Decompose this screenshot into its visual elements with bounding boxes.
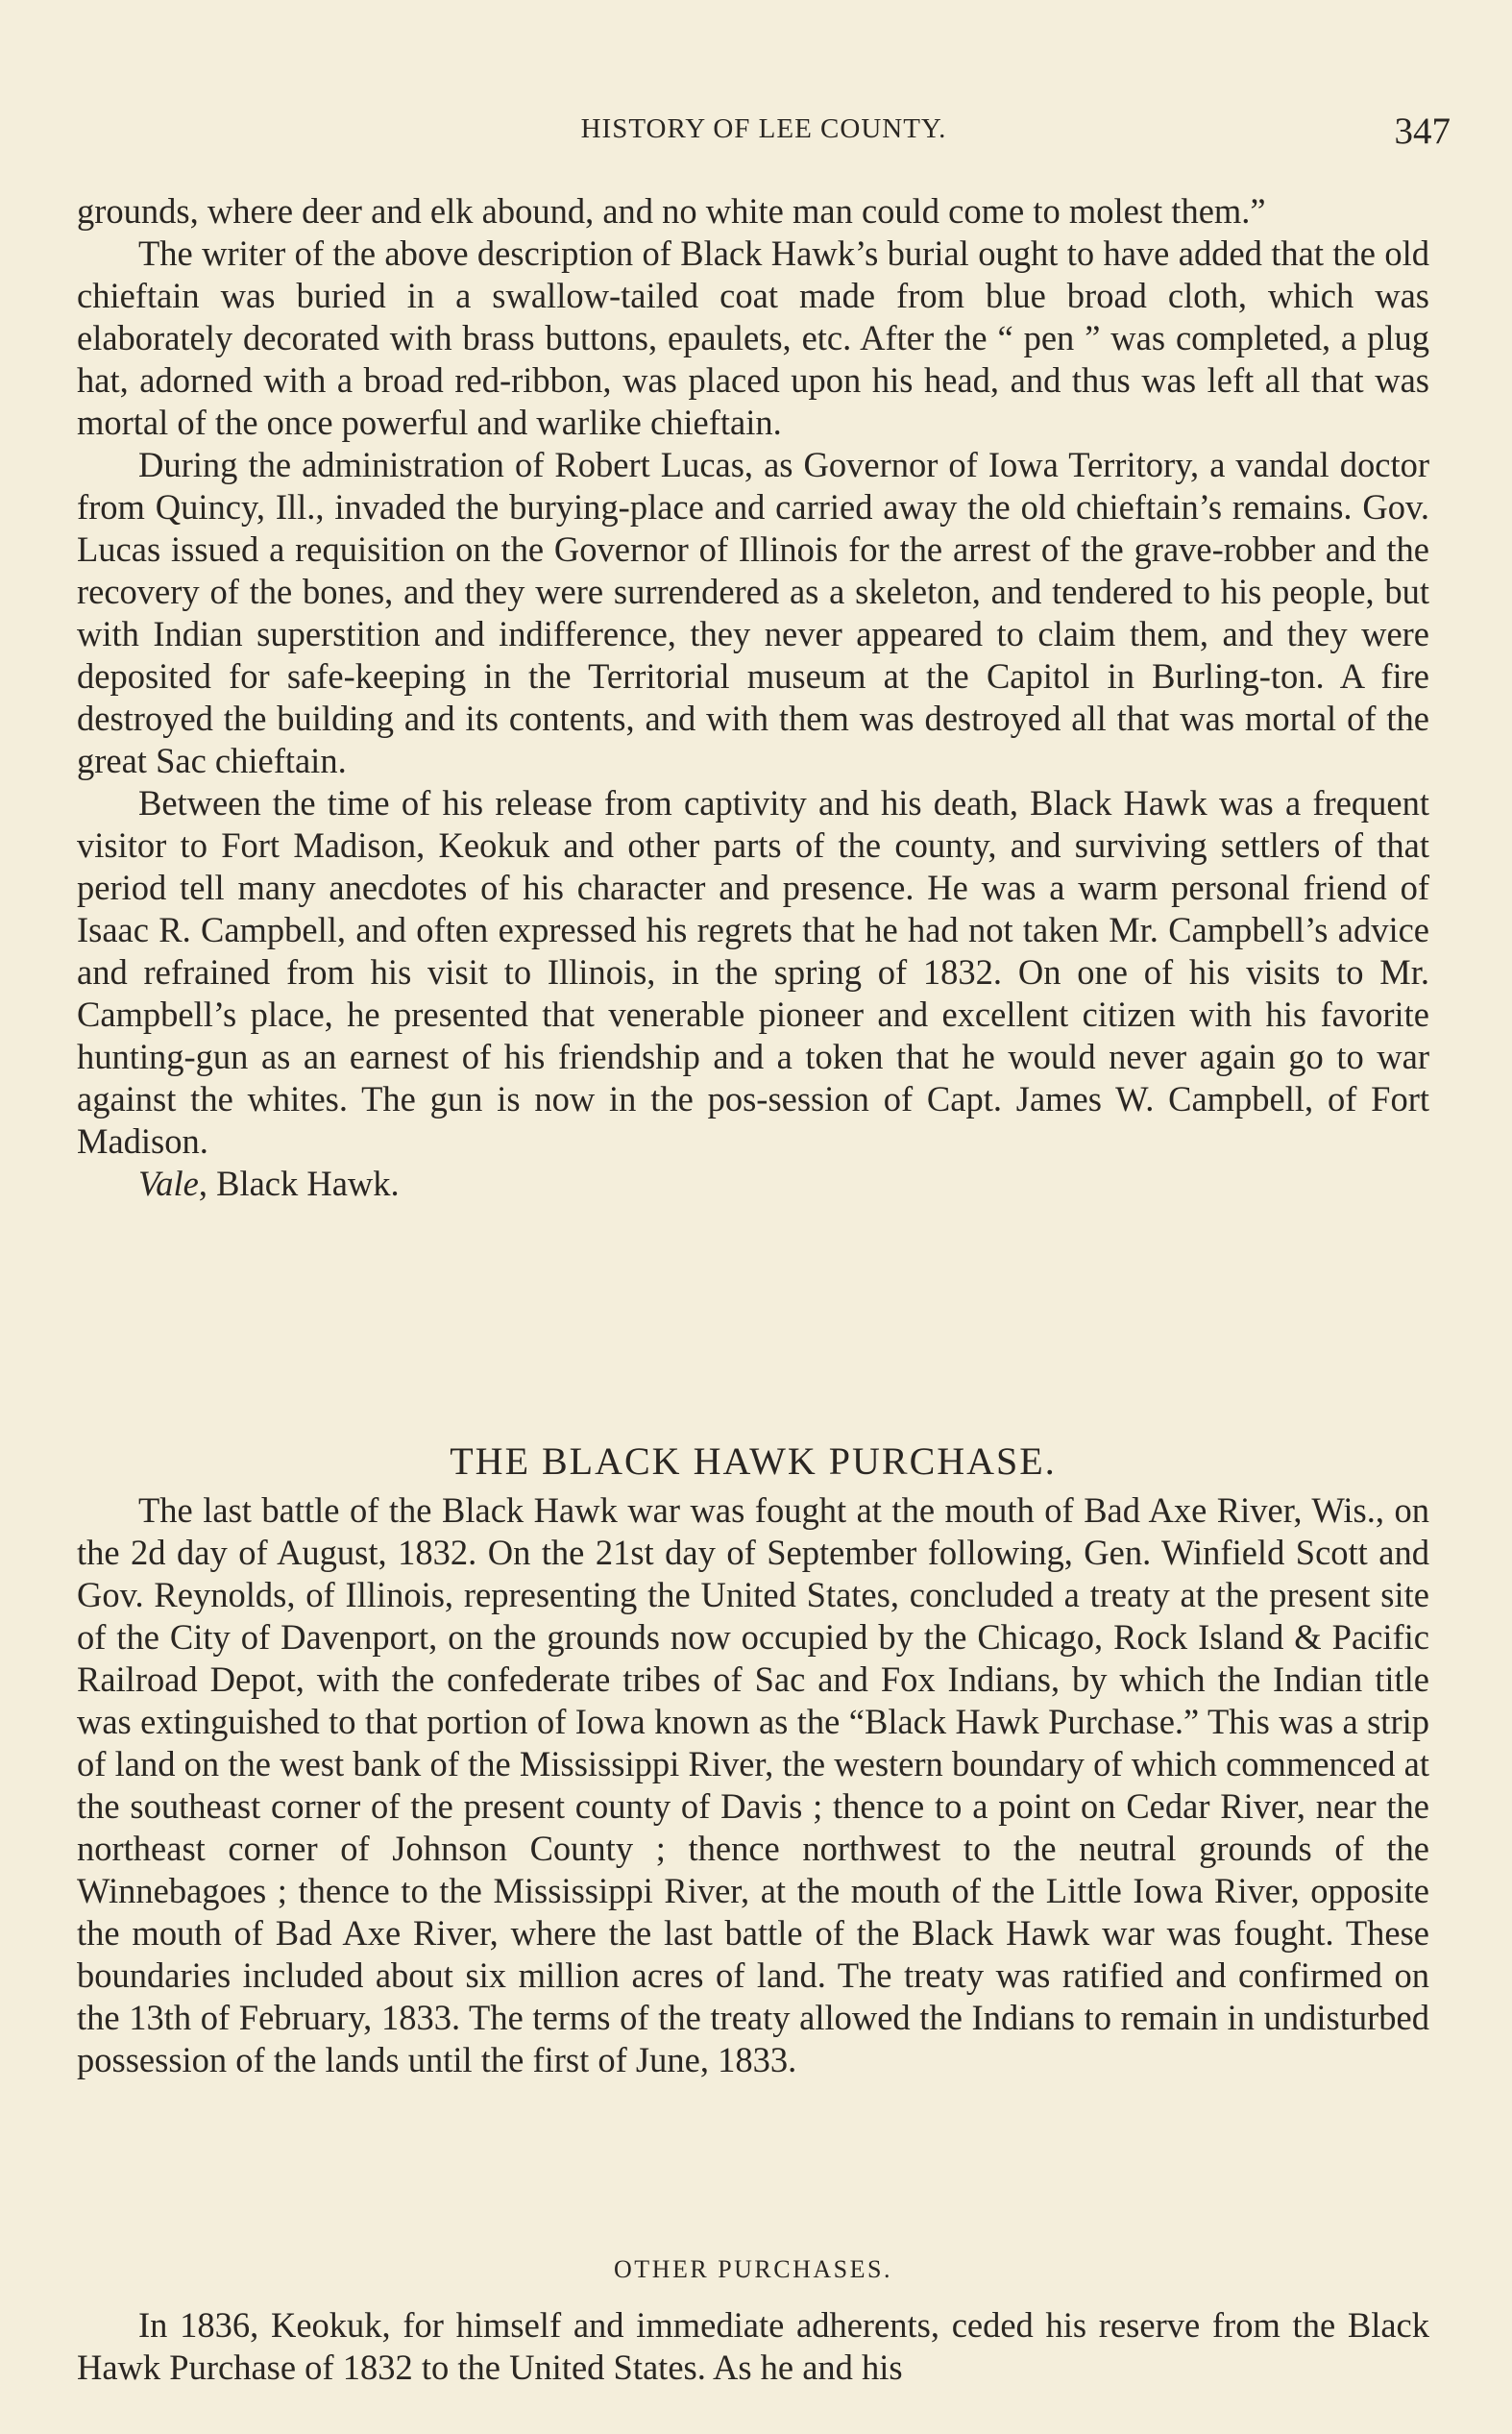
paragraph: In 1836, Keokuk, for himself and immediate adherents, ceded his reserve from the Black Hawk Purchase of 1832 to the United States. As he and his: [77, 2305, 1429, 2387]
italic-word: Vale: [138, 1164, 199, 1203]
paragraph: The last battle of the Black Hawk war was fought at the mouth of Bad Axe River, Wis., on the 2d day of August, 1832. On the 21st day of September following, Gen. Winfield Scott and Gov. Reynolds, of Illinois, representing the United States, concluded a treaty at the present site of the City of Davenport, on the grounds now occupied by the Chicago, Rock Island & Pacific Railroad Depot, with the confederate tribes of Sac and Fox Indians, by which the Indian title was extinguished to that portion of Iowa known as the “Black Hawk Purchase.” This was a strip of land on the west bank of the Mississippi River, the western boundary of which commenced at the southeast corner of the present county of Davis ; thence to a point on Cedar River, near the northeast corner of Johnson County ; thence northwest to the neutral grounds of the Winnebagoes ; thence to the Mississippi River, at the mouth of the Little Iowa River, opposite the mouth of Bad Axe River, where the last battle of the Black Hawk war was fought. These boundaries included about six million acres of land. The treaty was ratified and confirmed on the 13th of February, 1833. The terms of the treaty allowed the Indians to remain in undisturbed possession of the lands until the first of June, 1833.: [77, 1490, 1429, 2079]
sub-heading: OTHER PURCHASES.: [614, 2255, 892, 2283]
running-head: [77, 113, 1451, 161]
other-purchases-text-block: [77, 2304, 1429, 2389]
running-title: HISTORY OF LEE COUNTY.: [580, 113, 947, 144]
page-number: 347: [1394, 111, 1451, 152]
paragraph-text: , Black Hawk.: [198, 1164, 400, 1203]
paragraph: [77, 1163, 1429, 1205]
paragraph: During the administration of Robert Lucas, as Governor of Iowa Territory, a vandal doctor from Quincy, Ill., invaded the burying-place and carried away the old chieftain’s remains. Gov. Lucas issued a requisition on the Governor of Illinois for the arrest of the grave-robber and the recovery of the bones, and they were surrendered as a skeleton, and tendered to his people, but with Indian superstition and indifference, they never appeared to claim them, and they were deposited for safe-keeping in the Territorial museum at the Capitol in Burling-ton. A fire destroyed the building and its contents, and with them was destroyed all that was mortal of the great Sac chieftain.: [77, 445, 1429, 780]
purchase-text-block: [77, 1489, 1429, 2081]
paragraph: Between the time of his release from captivity and his death, Black Hawk was a frequent visitor to Fort Madison, Keokuk and other parts of the county, and surviving settlers of that period tell many anecdotes of his character and presence. He was a warm personal friend of Isaac R. Campbell, and often expressed his regrets that he had not taken Mr. Campbell’s advice and refrained from his visit to Illinois, in the spring of 1832. On one of his visits to Mr. Campbell’s place, he presented that venerable pioneer and excellent citizen with his favorite hunting-gun as an earnest of his friendship and a token that he would never again go to war against the whites. The gun is now in the pos-session of Capt. James W. Campbell, of Fort Madison.: [77, 783, 1429, 1161]
paragraph: grounds, where deer and elk abound, and no white man could come to molest them.”: [77, 191, 1266, 231]
paragraph: The writer of the above description of Black Hawk’s burial ought to have added that the old chieftain was buried in a swallow-tailed coat made from blue broad cloth, which was elaborately decorated with brass buttons, epaulets, etc. After the “ pen ” was completed, a plug hat, adorned with a broad red-ribbon, was placed upon his head, and thus was left all that was mortal of the once powerful and warlike chieftain.: [77, 234, 1429, 442]
burial-text-block: [77, 190, 1429, 1205]
section-heading: THE BLACK HAWK PURCHASE.: [450, 1439, 1057, 1483]
